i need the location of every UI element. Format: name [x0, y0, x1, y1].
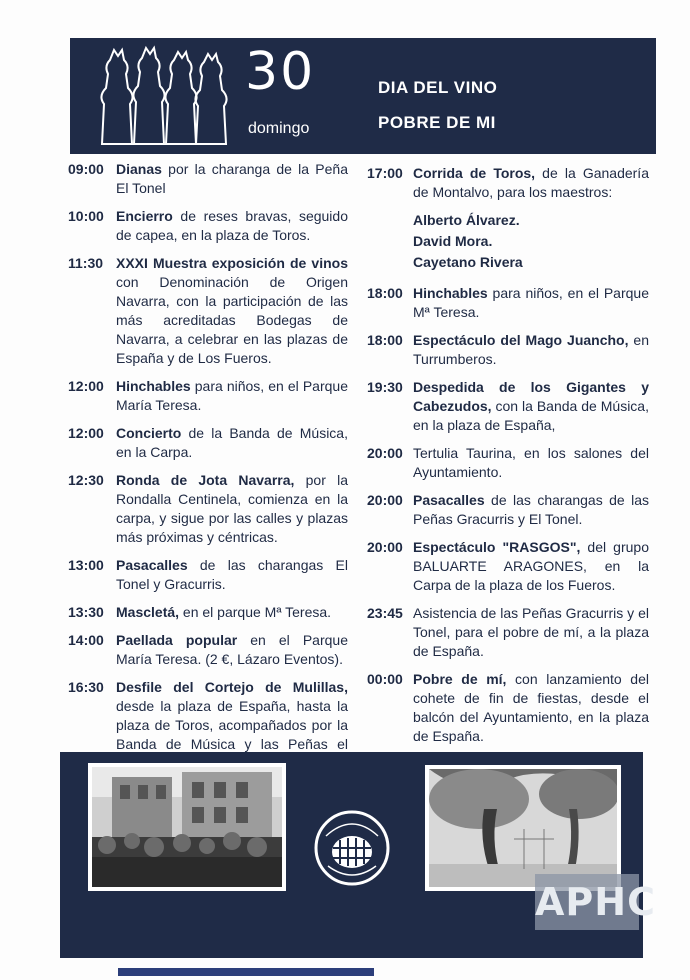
- entry-description: por la Rondalla Centinela, comienza en la carpa, y sigue por las calles y plazas más próximas y céntricas.: [116, 472, 348, 545]
- entry-description: en el parque Mª Teresa.: [179, 604, 332, 620]
- entry-time: 13:00: [68, 557, 104, 573]
- schedule-entry: [68, 377, 348, 415]
- entry-time: 10:00: [68, 208, 104, 224]
- entry-title: Paellada popular: [116, 632, 238, 648]
- street-crowd-photo: [88, 763, 286, 891]
- entry-description: en Turrumberos.: [413, 332, 649, 367]
- entry-text: [413, 538, 649, 595]
- schedule-entry: [367, 284, 649, 322]
- entry-description: con la Banda de Música, en la plaza de España,: [413, 398, 649, 433]
- entry-text: [116, 471, 348, 547]
- entry-time: 20:00: [367, 492, 403, 508]
- entry-title: Hinchables: [116, 378, 191, 394]
- entry-time: 23:45: [367, 605, 403, 621]
- entry-description: por la charanga de la Peña El Tonel: [116, 161, 348, 196]
- entry-description: de las charangas El Tonel y Gracurris.: [116, 557, 348, 592]
- entry-description: para niños, en el Parque María Teresa.: [116, 378, 348, 413]
- bullfighter-list: [367, 210, 649, 273]
- entry-title: Despedida de los Gigantes y Cabezudos,: [413, 379, 649, 414]
- entry-title: Hinchables: [413, 285, 488, 301]
- entry-time: 16:30: [68, 679, 104, 695]
- entry-title: Encierro: [116, 208, 173, 224]
- entry-title: Ronda de Jota Navarra,: [116, 472, 295, 488]
- entry-description: del grupo BALUARTE ARAGONES, en la Carpa de la plaza de los Fueros.: [413, 539, 649, 593]
- entry-text: [116, 556, 348, 594]
- entry-text: [116, 603, 348, 622]
- entry-text: [116, 254, 348, 368]
- entry-time: 00:00: [367, 671, 403, 687]
- schedule-entry: [68, 424, 348, 462]
- entry-text: [413, 164, 649, 202]
- entry-title: Pasacalles: [116, 557, 188, 573]
- schedule-entry: [367, 670, 649, 746]
- entry-description: de la Banda de Música, en la Carpa.: [116, 425, 348, 460]
- title-line-2: POBRE DE MI: [378, 113, 496, 132]
- entry-description: con lanzamiento del cohete de fin de fiestas, desde el balcón del Ayuntamiento, en la plaza de España.: [413, 671, 649, 744]
- entry-description: con Denominación de Origen Navarra, con la participación de las más acreditadas Bodegas de Navarra, a celebrar en las plazas de España y de Los Fueros.: [116, 274, 348, 366]
- entry-time: 13:30: [68, 604, 104, 620]
- schedule-entry: [68, 207, 348, 245]
- schedule-entry: [68, 160, 348, 198]
- entry-title: Desfile del Cortejo de Mulillas,: [116, 679, 348, 695]
- entry-description: de reses bravas, seguido de capea, en la plaza de Toros.: [116, 208, 348, 243]
- entry-time: 12:00: [68, 378, 104, 394]
- entry-description: de la Ganadería de Montalvo, para los maestros:: [413, 165, 649, 200]
- entry-description: en el Parque María Teresa. (2 €, Lázaro Eventos).: [116, 632, 348, 667]
- entry-text: [413, 444, 649, 482]
- entry-title: Dianas: [116, 161, 162, 177]
- schedule-entry: [68, 631, 348, 669]
- entry-time: 17:00: [367, 165, 403, 181]
- entry-time: 18:00: [367, 332, 403, 348]
- entry-title: Espectáculo del Mago Juancho,: [413, 332, 629, 348]
- entry-description: Asistencia de las Peñas Gracurris y el Tonel, para el pobre de mí, a la plaza de España.: [413, 605, 649, 659]
- schedule-entry: [367, 491, 649, 529]
- schedule-left-column: [68, 160, 348, 782]
- entry-time: 09:00: [68, 161, 104, 177]
- entry-text: [413, 284, 649, 322]
- entry-time: 20:00: [367, 539, 403, 555]
- entry-title: Pobre de mí,: [413, 671, 507, 687]
- entry-description: Tertulia Taurina, en los salones del Ayuntamiento.: [413, 445, 649, 480]
- schedule-entry: [367, 538, 649, 595]
- entry-text: [413, 670, 649, 746]
- giants-silhouette-icon: [92, 44, 232, 148]
- entry-description: desde la plaza de España, hasta la plaza de Toros, acompañados por la Banda de Música y las Peñas el: [116, 698, 348, 752]
- day-name: domingo: [248, 120, 310, 137]
- entry-title: Concierto: [116, 425, 182, 441]
- bullfighter-name: Alberto Álvarez.: [413, 212, 520, 228]
- bottom-edge-strip: [118, 968, 374, 976]
- entry-description: para niños, en el Parque Mª Teresa.: [413, 285, 649, 320]
- bullfighter-name: Cayetano Rivera: [413, 254, 523, 270]
- entry-time: 12:00: [68, 425, 104, 441]
- schedule-entry: [367, 331, 649, 369]
- entry-time: 12:30: [68, 472, 104, 488]
- bullfighter-name: David Mora.: [413, 233, 493, 249]
- entry-time: 11:30: [68, 255, 104, 271]
- schedule-entry: [367, 444, 649, 482]
- aphc-watermark: APHC: [535, 874, 639, 930]
- schedule-entry: [367, 164, 649, 202]
- entry-text: [116, 207, 348, 245]
- entry-time: 18:00: [367, 285, 403, 301]
- entry-title: Corrida de Toros,: [413, 165, 536, 181]
- entry-title: Espectáculo "RASGOS",: [413, 539, 581, 555]
- schedule-entry: [367, 604, 649, 661]
- entry-text: [116, 160, 348, 198]
- entry-title: Pasacalles: [413, 492, 485, 508]
- pena-el-tonel-logo-icon: [312, 808, 392, 888]
- schedule-entry: [68, 471, 348, 547]
- schedule-entry: [68, 556, 348, 594]
- entry-time: 19:30: [367, 379, 403, 395]
- entry-text: [413, 491, 649, 529]
- day-number: 30: [245, 42, 316, 102]
- schedule-entry: [68, 603, 348, 622]
- entry-text: [116, 424, 348, 462]
- entry-text: [116, 377, 348, 415]
- entry-title: Mascletá,: [116, 604, 180, 620]
- entry-time: 20:00: [367, 445, 403, 461]
- schedule-entry: [68, 254, 348, 368]
- entry-text: [116, 631, 348, 669]
- entry-text: [413, 604, 649, 661]
- entry-text: [413, 378, 649, 435]
- schedule-entry: [367, 378, 649, 435]
- header-banner: [70, 38, 656, 154]
- title-line-1: DIA DEL VINO: [378, 78, 498, 97]
- entry-time: 14:00: [68, 632, 104, 648]
- schedule-right-column: [367, 164, 649, 755]
- entry-description: de las charangas de las Peñas Gracurris y El Tonel.: [413, 492, 649, 527]
- entry-title: XXXI Muestra exposición de vinos: [116, 255, 348, 271]
- entry-text: [413, 331, 649, 369]
- park-trees-photo: [425, 765, 621, 891]
